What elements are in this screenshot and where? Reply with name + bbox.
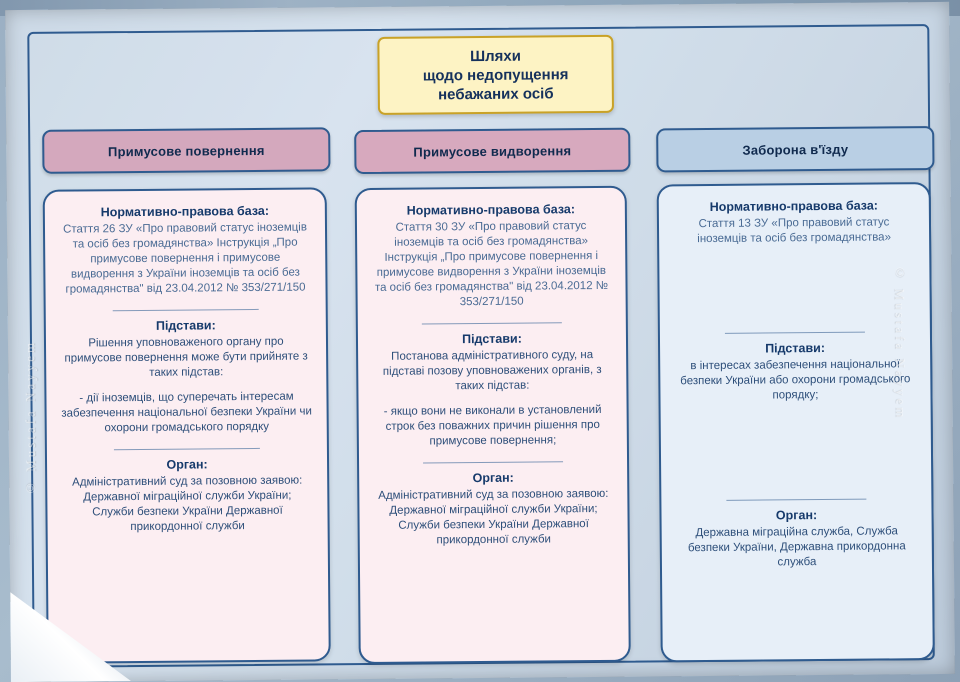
title-line-1: Шляхи	[469, 47, 522, 65]
authority-title: Орган:	[472, 470, 514, 486]
grounds-title: Підстави:	[155, 318, 216, 333]
grounds-text-secondary: - дії іноземців, що суперечать інтересам забезпечення національної безпеки України чи охорони громадського порядку	[61, 390, 312, 435]
column-header-entry-ban	[656, 126, 934, 172]
authority-text: Адміністративний суд за позовною заявою: Державної міграційної служби України; Служби безпеки України Державної прикордонної служби	[378, 487, 609, 547]
divider	[113, 309, 259, 311]
watermark-right: © Mustafa Nayyem	[892, 264, 909, 421]
legal-basis-title: Нормативно-правова база:	[100, 203, 270, 220]
legal-basis-text: Стаття 13 ЗУ «Про правовий статус іноземців та осіб без громадянства»	[697, 216, 892, 246]
divider	[725, 332, 865, 334]
title-line-2: щодо недопущення	[422, 65, 569, 84]
divider	[422, 322, 561, 324]
divider	[114, 448, 260, 450]
poster-title	[377, 35, 614, 115]
title-line-3: небажаних осіб	[437, 84, 554, 103]
divider	[726, 499, 866, 501]
watermark-left: © Mustafa Nayyem	[21, 339, 39, 497]
grounds-text: Рішення уповноваженого органу про примусове повернення може бути прийняте з таких підстав:	[64, 335, 308, 379]
paper-sheet	[5, 2, 955, 682]
column-header-label: Заборона в'їзду	[742, 141, 849, 158]
grounds-text: Постанова адміністративного суду, на підставі позову уповноважених органів, з таких підстав:	[382, 349, 602, 393]
divider	[423, 461, 562, 463]
authority-title: Орган:	[166, 457, 208, 472]
column-header-label: Примусове повернення	[107, 142, 265, 159]
legal-basis-text: Стаття 26 ЗУ «Про правовий статус іноземців та осіб без громадянства» Інструкція „Про примусове повернення і примусове видворення з України іноземців та осіб без громадянства" від 23.04.2012 № 353/271/150	[62, 221, 307, 296]
authority-text: Адміністративний суд за позовною заявою: Державної міграційної служби України; Служби безпеки України Державної прикордонної служби	[72, 474, 303, 534]
column-header-label: Примусове видворення	[413, 142, 572, 160]
column-card-forced-expulsion	[355, 186, 631, 664]
authority-text: Державна міграційна служба, Служба безпеки України, Державна прикордонна служба	[687, 525, 906, 569]
legal-basis-text: Стаття 30 ЗУ «Про правовий статус іноземців та осіб без громадянства» Інструкція „Про примусове повернення і примусове видворення з України іноземців та осіб без громадянства" від 23.04.2012 № 353/271/150	[374, 220, 609, 309]
column-header-forced-expulsion	[354, 128, 630, 174]
authority-title: Орган:	[775, 508, 818, 523]
column-card-entry-ban	[657, 182, 935, 662]
grounds-text-secondary: - якщо вони не виконали в установлений строк без поважних причин рішення про примусове повернення;	[383, 403, 602, 448]
grounds-title: Підстави:	[765, 340, 826, 356]
legal-basis-title: Нормативно-правова база:	[406, 202, 576, 218]
grounds-text: в інтересах забезпечення національної безпеки України або охорони громадського порядку;	[680, 358, 911, 402]
grounds-title: Підстави:	[462, 331, 522, 347]
legal-basis-title: Нормативно-правова база:	[709, 198, 878, 214]
column-header-forced-return	[42, 127, 330, 174]
column-card-forced-return	[43, 187, 331, 663]
